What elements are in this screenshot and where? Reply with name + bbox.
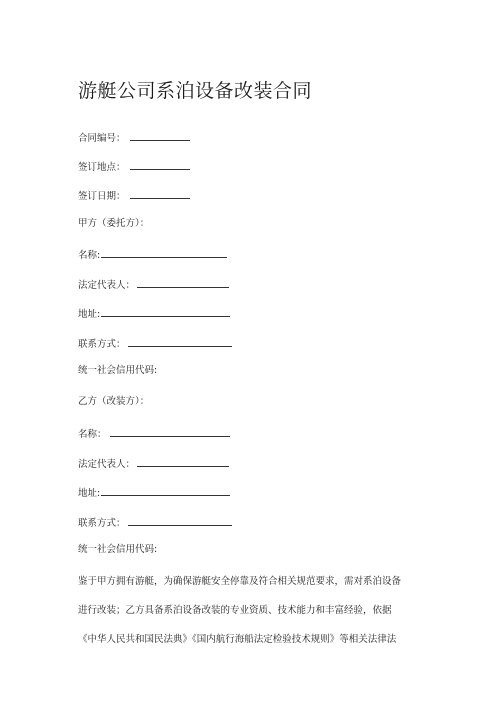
preamble-line: 进行改装；乙方具备系泊设备改装的专业资质、技术能力和丰富经验，依据 bbox=[78, 605, 392, 616]
party-b-name-row bbox=[78, 426, 230, 441]
party-a-rep-blank[interactable] bbox=[137, 277, 229, 288]
party-b-rep-row bbox=[78, 456, 229, 471]
party-a-rep-row bbox=[78, 277, 229, 292]
sign-date-blank[interactable] bbox=[130, 188, 190, 199]
party-b-contact-label: 联系方式： bbox=[78, 518, 126, 529]
party-a-contact-row bbox=[78, 336, 232, 351]
party-a-heading: 甲方（委托方）： bbox=[78, 218, 150, 229]
preamble-line: 《中华人民共和国民法典》《国内航行海船法定检验技术规则》等相关法律法 bbox=[78, 634, 397, 645]
party-a-contact-blank[interactable] bbox=[128, 336, 232, 347]
party-b-address-blank[interactable] bbox=[101, 485, 230, 496]
party-a-name-row bbox=[78, 247, 227, 262]
party-a-credit-code: 统一社会信用代码: bbox=[78, 365, 158, 376]
party-a-rep-label: 法定代表人： bbox=[78, 280, 136, 291]
party-b-name-blank[interactable] bbox=[110, 426, 230, 437]
party-a-address-label: 地址: bbox=[78, 309, 101, 320]
party-a-name-label: 名称: bbox=[78, 250, 101, 261]
party-b-credit-code: 统一社会信用代码: bbox=[78, 544, 158, 555]
document-title: 游艇公司系泊设备改装合同 bbox=[78, 80, 313, 102]
party-a-address-blank[interactable] bbox=[101, 306, 230, 317]
contract-number-label: 合同编号： bbox=[78, 133, 126, 144]
party-b-address-row bbox=[78, 485, 230, 500]
sign-date-label: 签订日期： bbox=[78, 191, 126, 202]
party-a-name-blank[interactable] bbox=[101, 247, 227, 258]
sign-place-blank[interactable] bbox=[130, 159, 190, 170]
sign-date-row bbox=[78, 188, 190, 203]
party-b-contact-row bbox=[78, 515, 232, 530]
party-a-address-row bbox=[78, 306, 230, 321]
party-b-name-label: 名称： bbox=[78, 429, 107, 440]
contract-number-row bbox=[78, 130, 190, 145]
sign-place-row bbox=[78, 159, 190, 174]
party-a-contact-label: 联系方式： bbox=[78, 339, 126, 350]
contract-number-blank[interactable] bbox=[130, 130, 190, 141]
party-b-contact-blank[interactable] bbox=[128, 515, 232, 526]
preamble-line: 鉴于甲方拥有游艇，为确保游艇安全停靠及符合相关规范要求，需对系泊设备 bbox=[78, 576, 402, 587]
party-b-rep-blank[interactable] bbox=[137, 456, 229, 467]
sign-place-label: 签订地点： bbox=[78, 162, 126, 173]
party-b-address-label: 地址: bbox=[78, 488, 101, 499]
party-b-heading: 乙方（改装方）： bbox=[78, 396, 150, 407]
party-b-rep-label: 法定代表人： bbox=[78, 459, 136, 470]
